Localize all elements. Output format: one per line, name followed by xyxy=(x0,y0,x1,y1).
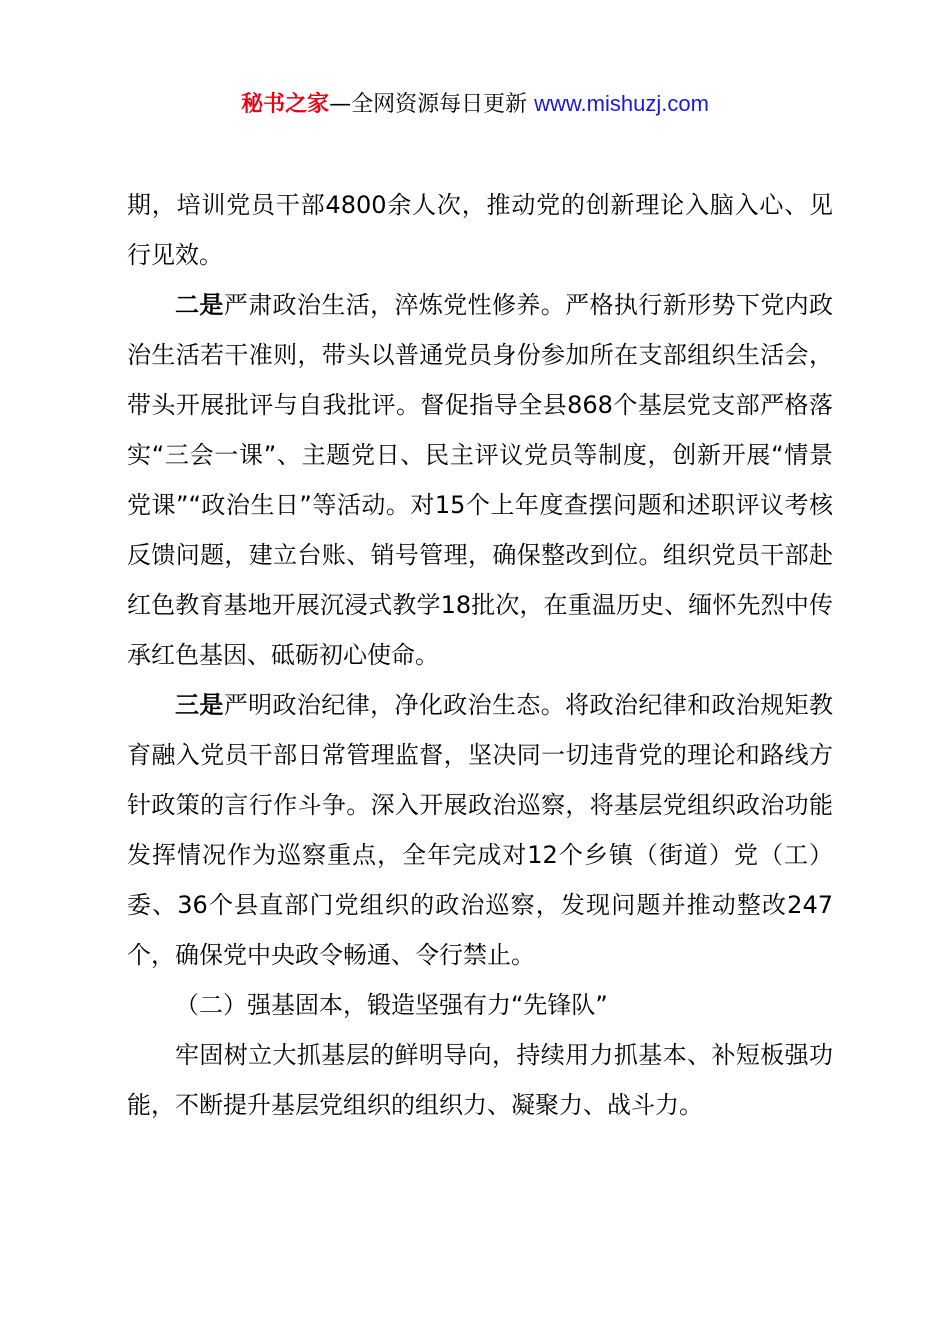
page-header xyxy=(0,88,950,121)
paragraph-continuation xyxy=(127,180,833,280)
site-url-link[interactable]: www.mishuzj.com xyxy=(534,91,709,116)
paragraph-third-point xyxy=(127,680,833,980)
paragraph-section-intro xyxy=(127,1030,833,1130)
paragraph-lead: 三是 xyxy=(175,691,224,719)
paragraph-text: 严肃政治生活，淬炼党性修养。严格执行新形势下党内政治生活若干准则，带头以普通党员身份参加所在支部组织生活会，带头开展批评与自我批评。督促指导全县868个基层党支部严格落实“三会一课”、主题党日、民主评议党员等制度，创新开展“情景党课”“政治生日”等活动。对15个上年度查摆问题和述职评议考核反馈问题，建立台账、销号管理，确保整改到位。组织党员干部赴红色教育基地开展沉浸式教学18批次，在重温历史、缅怀先烈中传承红色基因、砥砺初心使命。 xyxy=(127,291,834,669)
brand-name: 秘书之家 xyxy=(241,92,330,117)
header-tagline: —全网资源每日更新 xyxy=(329,92,535,117)
paragraph-lead: 二是 xyxy=(175,291,224,319)
paragraph-text: （二）强基固本，锻造坚强有力“先锋队” xyxy=(175,991,608,1019)
section-heading xyxy=(127,980,833,1030)
document-body xyxy=(127,180,833,1130)
paragraph-text: 牢固树立大抓基层的鲜明导向，持续用力抓基本、补短板强功能，不断提升基层党组织的组织力、凝聚力、战斗力。 xyxy=(127,1041,833,1119)
paragraph-text: 严明政治纪律，净化政治生态。将政治纪律和政治规矩教育融入党员干部日常管理监督，坚决同一切违背党的理论和路线方针政策的言行作斗争。深入开展政治巡察，将基层党组织政治功能发挥情况作为巡察重点，全年完成对12个乡镇（街道）党（工）委、36个县直部门党组织的政治巡察，发现问题并推动整改247个，确保党中央政令畅通、令行禁止。 xyxy=(127,691,834,969)
paragraph-second-point xyxy=(127,280,833,680)
paragraph-text: 期，培训党员干部4800余人次，推动党的创新理论入脑入心、见行见效。 xyxy=(127,191,833,269)
